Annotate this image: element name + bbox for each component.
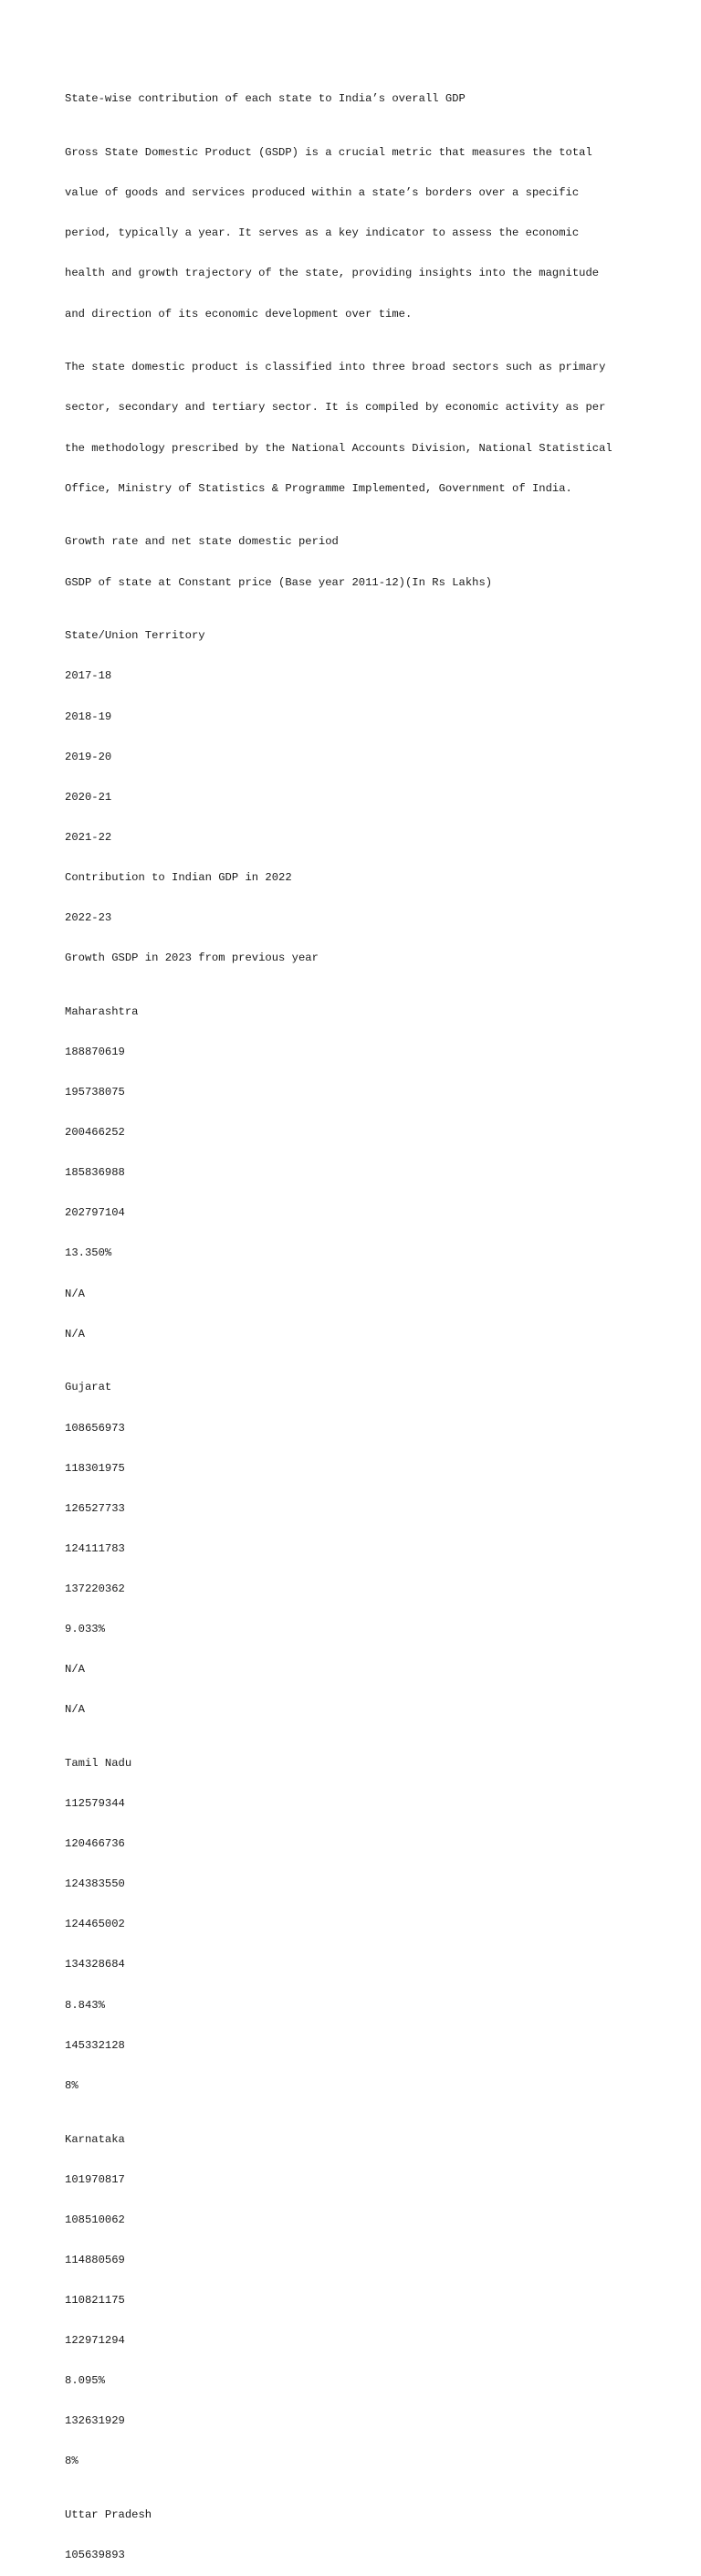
table-header-cell: State/Union Territory bbox=[65, 629, 205, 643]
table-cell: 137220362 bbox=[65, 1582, 125, 1595]
table-cell: 112579344 bbox=[65, 1797, 125, 1811]
table-cell: 8% bbox=[65, 2078, 78, 2092]
document-text bbox=[65, 66, 667, 2576]
table-cell: 145332128 bbox=[65, 2038, 125, 2052]
intro-paragraph-2-line: Office, Ministry of Statistics & Programme Implemented, Government of India. bbox=[65, 481, 572, 495]
table-cell: 13.350% bbox=[65, 1246, 112, 1260]
table-cell: 108510062 bbox=[65, 2213, 125, 2226]
table-cell: 124383550 bbox=[65, 1877, 125, 1891]
intro-paragraph-1-line: health and growth trajectory of the state, providing insights into the magnitude bbox=[65, 267, 600, 280]
table-cell: N/A bbox=[65, 1287, 85, 1300]
table-cell-state: Maharashtra bbox=[65, 1004, 139, 1018]
table-cell-state: Tamil Nadu bbox=[65, 1756, 132, 1770]
table-cell: 110821175 bbox=[65, 2293, 125, 2307]
table-cell: 120466736 bbox=[65, 1837, 125, 1851]
table-cell: 188870619 bbox=[65, 1045, 125, 1058]
table-cell: 8.843% bbox=[65, 1998, 105, 2012]
table-cell: 118301975 bbox=[65, 1461, 125, 1475]
table-header-cell: Contribution to Indian GDP in 2022 bbox=[65, 870, 292, 884]
table-header-cell: 2019-20 bbox=[65, 750, 112, 763]
intro-paragraph-1-line: Gross State Domestic Product (GSDP) is a crucial metric that measures the total bbox=[65, 146, 592, 160]
table-header-cell: 2017-18 bbox=[65, 669, 112, 683]
table-header-cell: 2020-21 bbox=[65, 790, 112, 804]
table-header-cell: 2022-23 bbox=[65, 911, 112, 924]
table-cell-state: Uttar Pradesh bbox=[65, 2508, 152, 2522]
table-cell: 101970817 bbox=[65, 2172, 125, 2186]
table-cell: N/A bbox=[65, 1663, 85, 1677]
table-cell: 105639893 bbox=[65, 2549, 125, 2562]
table-cell: 114880569 bbox=[65, 2253, 125, 2266]
table-header-cell: 2018-19 bbox=[65, 710, 112, 723]
intro-paragraph-2-line: The state domestic product is classified into three broad sectors such as primary bbox=[65, 361, 606, 374]
table-cell: 8% bbox=[65, 2455, 78, 2468]
table-cell: 8.095% bbox=[65, 2374, 105, 2388]
table-cell: 124465002 bbox=[65, 1918, 125, 1931]
table-cell: 134328684 bbox=[65, 1958, 125, 1971]
table-header-cell: Growth GSDP in 2023 from previous year bbox=[65, 952, 319, 965]
intro-paragraph-2-line: sector, secondary and tertiary sector. It is compiled by economic activity as per bbox=[65, 401, 606, 415]
table-caption: GSDP of state at Constant price (Base year 2011-12)(In Rs Lakhs) bbox=[65, 575, 493, 589]
table-cell-state: Gujarat bbox=[65, 1381, 112, 1394]
intro-paragraph-1-line: period, typically a year. It serves as a key indicator to assess the economic bbox=[65, 226, 580, 240]
table-cell: 185836988 bbox=[65, 1166, 125, 1180]
table-cell: 9.033% bbox=[65, 1623, 105, 1635]
table-cell: 200466252 bbox=[65, 1126, 125, 1140]
table-cell: 195738075 bbox=[65, 1086, 125, 1099]
intro-paragraph-2-line: the methodology prescribed by the National Accounts Division, National Statistical bbox=[65, 441, 612, 455]
intro-paragraph-1-line: and direction of its economic development over time. bbox=[65, 307, 413, 321]
table-cell: N/A bbox=[65, 1703, 85, 1717]
table-cell: 122971294 bbox=[65, 2334, 125, 2347]
intro-paragraph-1-line: value of goods and services produced within a state’s borders over a specific bbox=[65, 186, 580, 200]
section-heading: Growth rate and net state domestic period bbox=[65, 535, 339, 549]
table-cell: N/A bbox=[65, 1327, 85, 1341]
table-cell: 132631929 bbox=[65, 2414, 125, 2428]
table-cell-state: Karnataka bbox=[65, 2132, 125, 2146]
table-cell: 108656973 bbox=[65, 1421, 125, 1435]
table-header-cell: 2021-22 bbox=[65, 830, 112, 844]
table-cell: 202797104 bbox=[65, 1206, 125, 1220]
table-cell: 124111783 bbox=[65, 1541, 125, 1555]
table-cell: 126527733 bbox=[65, 1501, 125, 1515]
document-title: State-wise contribution of each state to India’s overall GDP bbox=[65, 92, 466, 106]
